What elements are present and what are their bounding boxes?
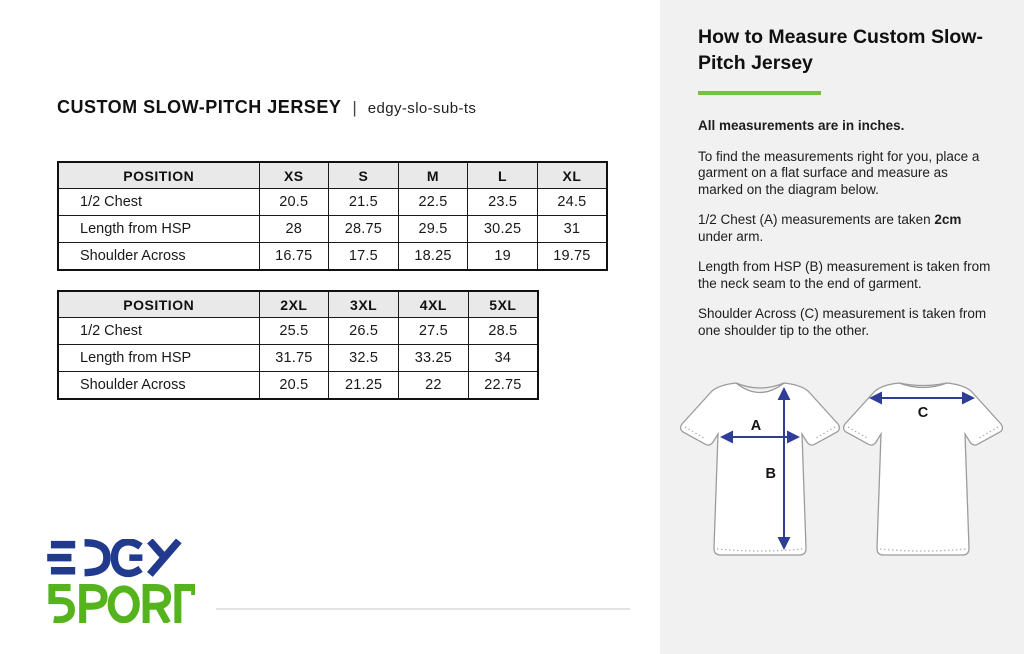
chest-note: 1/2 Chest (A) measurements are taken 2cm under arm.: [698, 212, 962, 244]
size-value: 32.5: [329, 345, 399, 372]
edgy-sport-logo: [45, 539, 195, 623]
size-value: 34: [468, 345, 538, 372]
size-table-xs-xl: [57, 161, 608, 271]
size-value: 26.5: [329, 318, 399, 345]
size-value: 19: [468, 243, 538, 271]
title-separator: |: [352, 98, 357, 117]
size-table-2xl-5xl: [57, 290, 539, 400]
label-c: C: [917, 405, 929, 421]
size-row: [58, 345, 538, 372]
measure-panel: [660, 0, 1024, 654]
size-value: 22.75: [468, 372, 538, 400]
tshirt-measure-diagram: [670, 376, 1018, 572]
size-value: 18.25: [398, 243, 468, 271]
product-code: edgy-slo-sub-ts: [367, 100, 477, 117]
page-title: CUSTOM SLOW-PITCH JERSEY: [57, 97, 342, 117]
size-row: [58, 189, 607, 216]
size-row: [58, 216, 607, 243]
size-row: [58, 243, 607, 271]
size-value: 30.25: [468, 216, 538, 243]
size-value: 25.5: [259, 318, 329, 345]
label-a: A: [750, 418, 762, 434]
heading-underline: [698, 91, 821, 95]
page-title-row: [57, 97, 476, 118]
size-value: 29.5: [398, 216, 468, 243]
size-column-header: M: [398, 162, 468, 189]
size-value: 31: [537, 216, 607, 243]
size-value: 33.25: [399, 345, 469, 372]
measurement-label: Length from HSP: [58, 345, 259, 372]
size-value: 28: [259, 216, 329, 243]
size-row: [58, 318, 538, 345]
position-column-header: POSITION: [58, 162, 259, 189]
measurement-label: Shoulder Across: [58, 372, 259, 400]
measurement-label: Length from HSP: [58, 216, 259, 243]
logo-word-sport: [52, 588, 195, 623]
shoulder-note: Shoulder Across (C) measurement is taken from one shoulder tip to the other.: [698, 306, 987, 338]
measure-instructions: To find the measurements right for you, place a garment on a flat surface and measure as marked on the diagram below.: [698, 148, 980, 197]
size-value: 28.5: [468, 318, 538, 345]
size-column-header: 3XL: [329, 291, 399, 318]
size-row: [58, 372, 538, 400]
size-value: 27.5: [399, 318, 469, 345]
position-column-header: POSITION: [58, 291, 259, 318]
size-value: 21.5: [329, 189, 399, 216]
footer-divider: [216, 608, 630, 610]
measurement-label: Shoulder Across: [58, 243, 259, 271]
size-value: 31.75: [259, 345, 329, 372]
size-column-header: L: [468, 162, 538, 189]
size-column-header: S: [329, 162, 399, 189]
measurement-label: 1/2 Chest: [58, 318, 259, 345]
size-column-header: 4XL: [399, 291, 469, 318]
size-value: 22: [399, 372, 469, 400]
logo-word-edgy: [47, 541, 179, 575]
panel-heading: How to Measure Custom Slow-Pitch Jersey: [698, 26, 983, 74]
size-value: 20.5: [259, 189, 329, 216]
size-value: 22.5: [398, 189, 468, 216]
size-value: 28.75: [329, 216, 399, 243]
size-column-header: 2XL: [259, 291, 329, 318]
size-column-header: XL: [537, 162, 607, 189]
size-column-header: 5XL: [468, 291, 538, 318]
size-value: 17.5: [329, 243, 399, 271]
measurement-label: 1/2 Chest: [58, 189, 259, 216]
size-column-header: XS: [259, 162, 329, 189]
label-b: B: [765, 466, 776, 482]
size-value: 19.75: [537, 243, 607, 271]
size-value: 16.75: [259, 243, 329, 271]
size-value: 24.5: [537, 189, 607, 216]
units-note: All measurements are in inches.: [698, 118, 905, 133]
size-value: 20.5: [259, 372, 329, 400]
tshirt-front: [681, 383, 840, 555]
size-value: 23.5: [468, 189, 538, 216]
size-value: 21.25: [329, 372, 399, 400]
length-note: Length from HSP (B) measurement is taken from the neck seam to the end of garment.: [698, 259, 991, 291]
